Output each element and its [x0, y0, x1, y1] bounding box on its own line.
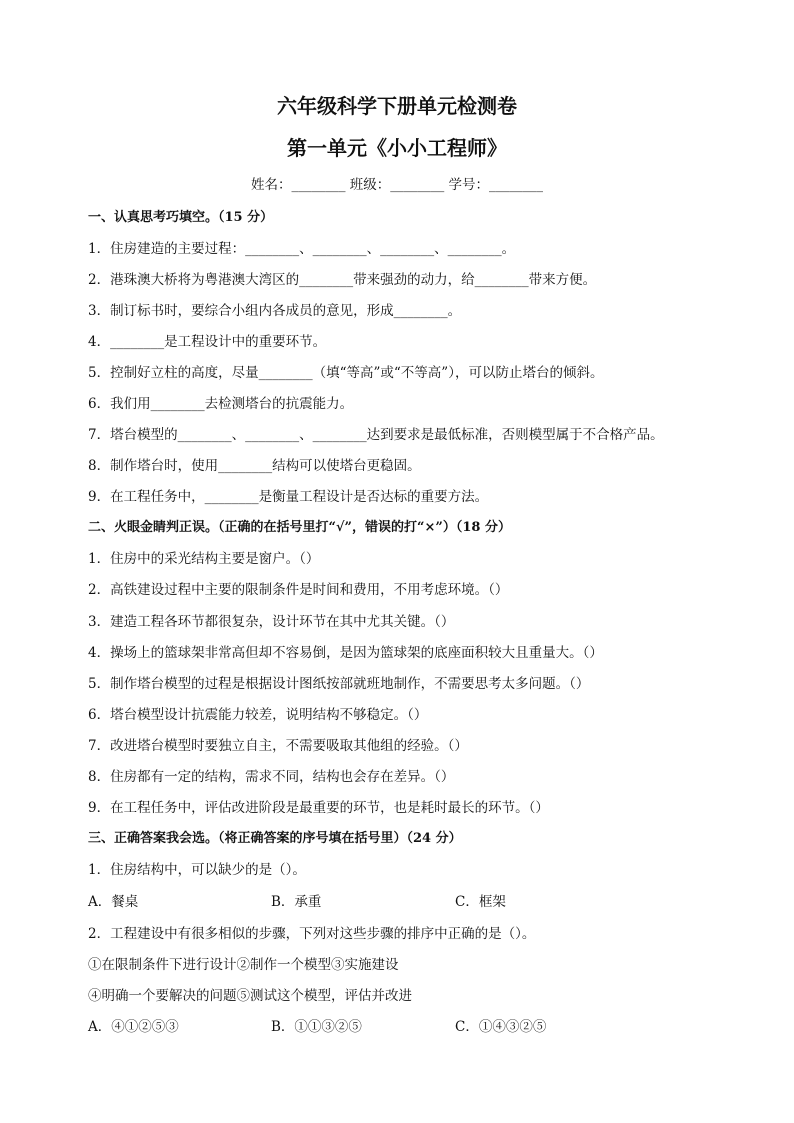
question-item: 6．塔台模型设计抗震能力较差，说明结构不够稳定。（） [88, 707, 428, 723]
question-step-line: ④明确一个要解决的问题⑤测试这个模型，评估并改进 [88, 988, 412, 1004]
question-item: 3．制订标书时，要综合小组内各成员的意见，形成________。 [88, 303, 462, 319]
section-1-heading: 一、认真思考巧填空。（15 分） [88, 210, 274, 225]
option-a: A．餐桌 [88, 894, 139, 910]
option-a: A．④①②⑤③ [88, 1019, 179, 1035]
section-2-heading: 二、火眼金睛判正误。（正确的在括号里打“√”，错误的打“×”）（18 分） [88, 520, 511, 535]
section-3-heading: 三、正确答案我会选。（将正确答案的序号填在括号里）（24 分） [88, 831, 462, 846]
question-item: 5．控制好立柱的高度，尽量________（填“等高”或“不等高”），可以防止塔台的倾斜。 [88, 365, 604, 381]
question-item: 2．高铁建设过程中主要的限制条件是时间和费用，不用考虑环境。（） [88, 582, 509, 598]
question-step-line: ①在限制条件下进行设计②制作一个模型③实施建设 [88, 957, 399, 973]
question-stem: 1．住房结构中，可以缺少的是（）。 [88, 862, 306, 878]
question-item: 8．制作塔台时，使用________结构可以使塔台更稳固。 [88, 458, 421, 474]
question-item: 7．塔台模型的________、________、________达到要求是最低标准，否则模型属于不合格产品。 [88, 427, 664, 443]
question-item: 1．住房建造的主要过程：________、________、________、________。 [88, 241, 516, 257]
question-item: 9．在工程任务中，评估改进阶段是最重要的环节，也是耗时最长的环节。（） [88, 800, 549, 816]
option-b: B．①①③②⑤ [271, 1019, 362, 1035]
student-info-line: 姓名：________ 班级：________ 学号：________ [250, 177, 544, 193]
question-stem: 2．工程建设中有很多相似的步骤，下列对这些步骤的排序中正确的是（）。 [88, 926, 536, 942]
option-b: B．承重 [271, 894, 322, 910]
page-title: 六年级科学下册单元检测卷 [277, 94, 517, 118]
question-item: 3．建造工程各环节都很复杂，设计环节在其中尤其关键。（） [88, 614, 455, 630]
option-c: C．框架 [455, 894, 506, 910]
question-item: 4．操场上的篮球架非常高但却不容易倒，是因为篮球架的底座面积较大且重量大。（） [88, 645, 603, 661]
question-item: 2．港珠澳大桥将为粤港澳大湾区的________带来强劲的动力，给________带来方便。 [88, 272, 597, 288]
question-item: 1．住房中的采光结构主要是窗户。（） [88, 551, 320, 567]
question-item: 7．改进塔台模型时要独立自主，不需要吸取其他组的经验。（） [88, 738, 468, 754]
question-item: 6．我们用________去检测塔台的抗震能力。 [88, 396, 354, 412]
question-item: 4．________是工程设计中的重要环节。 [88, 334, 327, 350]
question-item: 8．住房都有一定的结构，需求不同，结构也会存在差异。（） [88, 769, 455, 785]
page-subtitle: 第一单元《小小工程师》 [287, 136, 507, 160]
question-item: 9．在工程任务中，________是衡量工程设计是否达标的重要方法。 [88, 489, 489, 505]
option-c: C．①④③②⑤ [455, 1019, 547, 1035]
question-item: 5．制作塔台模型的过程是根据设计图纸按部就班地制作，不需要思考太多问题。（） [88, 676, 590, 692]
